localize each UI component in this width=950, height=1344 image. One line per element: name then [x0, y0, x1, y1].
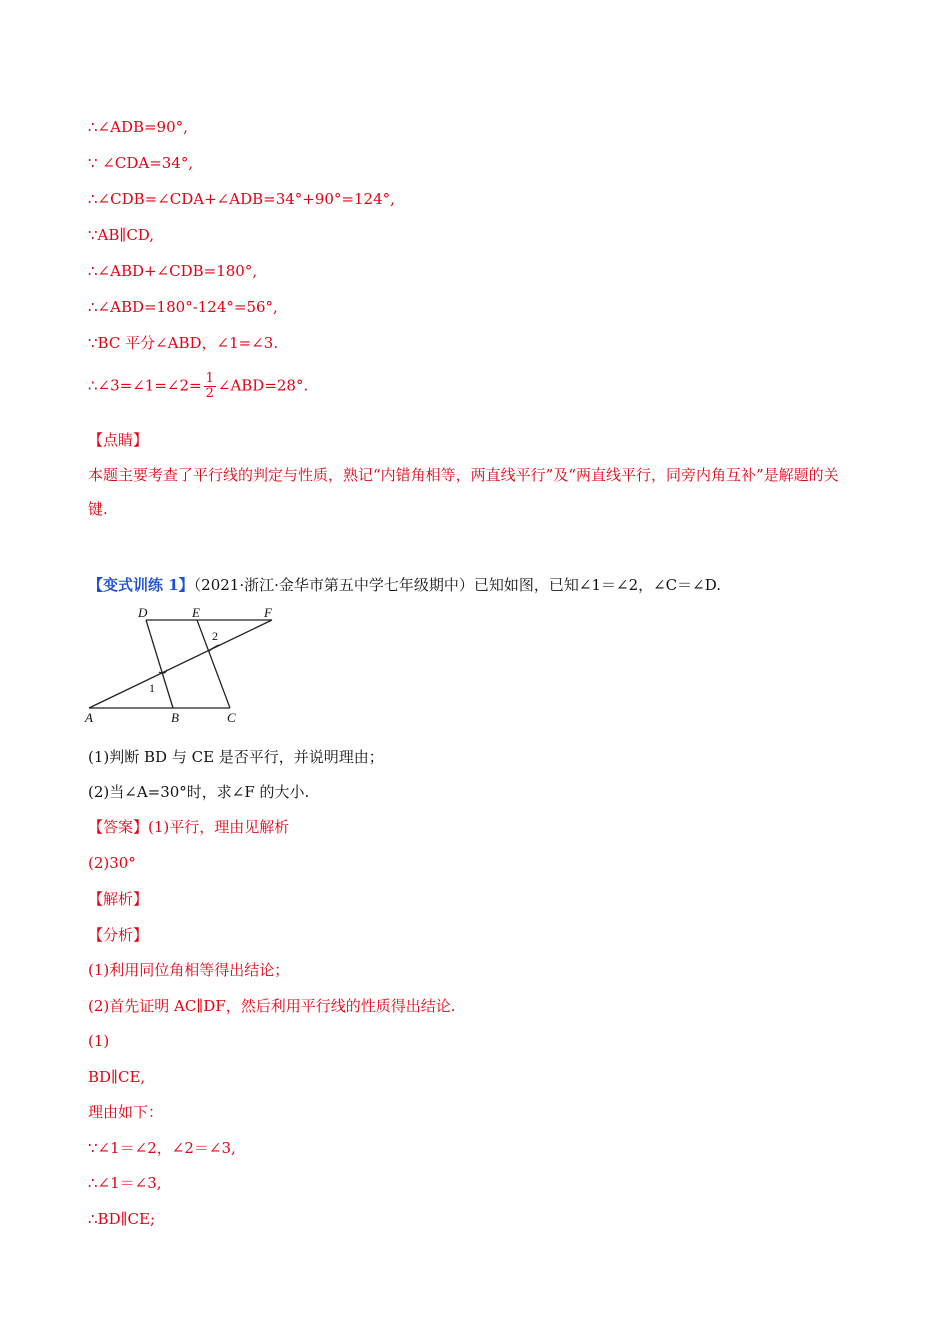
- exercise-tag: 【变式训练 1】: [88, 576, 194, 594]
- fraction-half: [204, 372, 216, 401]
- label-f: F: [264, 605, 272, 620]
- geometry-figure: [84, 603, 284, 725]
- solution-line: ∴∠1＝∠3,: [88, 1174, 162, 1192]
- fenxi-line: (1)利用同位角相等得出结论；: [88, 961, 290, 979]
- proof-line: ∵ ∠CDA=34°,: [88, 154, 194, 172]
- answer-line: [88, 817, 289, 837]
- solution-line: ∵∠1＝∠2，∠2＝∠3,: [88, 1139, 236, 1157]
- line-af: [89, 620, 272, 708]
- answer-label: 【答案】: [88, 818, 149, 836]
- proof-line: ∵AB∥CD,: [88, 226, 155, 244]
- proof-line: ∴∠ABD=180°-124°=56°,: [88, 298, 278, 316]
- solution-line: (1): [88, 1032, 110, 1050]
- exercise-heading: [88, 575, 721, 595]
- exercise-source: （2021·浙江·金华市第五中学七年级期中）已知如图，已知∠1＝∠2，∠C＝∠D.: [193, 576, 721, 594]
- label-angle-2: 2: [212, 629, 218, 643]
- question-2: (2)当∠A=30°时，求∠F 的大小.: [88, 783, 310, 801]
- fraction-suffix: ∠ABD=28°.: [217, 376, 309, 395]
- label-angle-1: 1: [149, 681, 155, 695]
- dianjing-text: 本题主要考查了平行线的判定与性质，熟记“内错角相等，两直线平行”及“两直线平行，同旁内角互补”是解题的关键.: [88, 466, 839, 518]
- label-d: D: [138, 605, 148, 620]
- proof-line: ∵BC 平分∠ABD，∠1=∠3.: [88, 334, 279, 352]
- fenxi-line: (2)首先证明 AC∥DF，然后利用平行线的性质得出结论.: [88, 997, 456, 1015]
- proof-line: ∴∠ADB=90°,: [88, 118, 188, 136]
- proof-line: ∴∠CDB=∠CDA+∠ADB=34°+90°=124°,: [88, 190, 395, 208]
- fraction-denominator: 2: [205, 386, 214, 401]
- solution-line: ∴BD∥CE;: [88, 1210, 156, 1228]
- label-e: E: [192, 605, 200, 620]
- jiexi-heading: 【解析】: [88, 890, 149, 908]
- answer-part2: (2)30°: [88, 854, 136, 872]
- fraction-prefix: ∴∠3=∠1=∠2=: [88, 376, 202, 395]
- fenxi-heading: 【分析】: [88, 926, 149, 944]
- fraction-line: [88, 372, 308, 401]
- solution-line: 理由如下：: [88, 1103, 164, 1121]
- label-c: C: [227, 710, 236, 725]
- fraction-numerator: 1: [205, 371, 214, 386]
- answer-part1: (1)平行，理由见解析: [148, 818, 290, 836]
- question-1: (1)判断 BD 与 CE 是否平行，并说明理由；: [88, 748, 384, 766]
- solution-line: BD∥CE,: [88, 1068, 146, 1086]
- dianjing-heading: 【点睛】: [88, 431, 149, 449]
- angle-2-arc: [209, 645, 219, 651]
- label-a: A: [85, 710, 93, 725]
- label-b: B: [171, 710, 179, 725]
- proof-line: ∴∠ABD+∠CDB=180°,: [88, 262, 258, 280]
